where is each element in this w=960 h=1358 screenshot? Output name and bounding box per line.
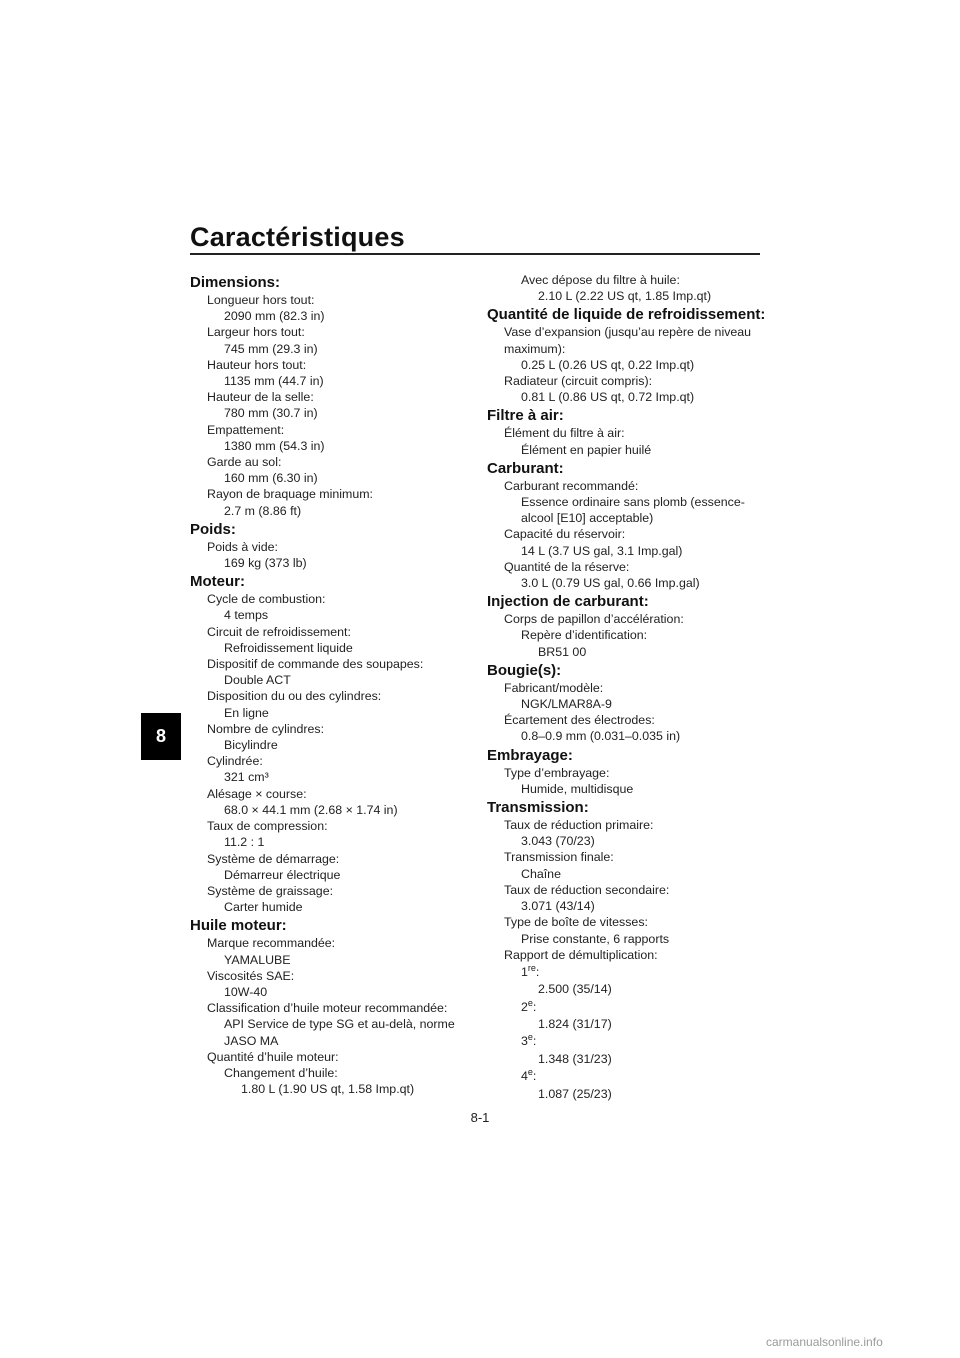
- spec-value: 3.043 (70/23): [521, 834, 595, 849]
- spec-value: 2.7 m (8.86 ft): [224, 503, 302, 518]
- section-title: Injection de carburant:: [487, 593, 649, 611]
- watermark: carmanualsonline.info: [766, 1335, 883, 1349]
- gear-value: 1.348 (31/23): [538, 1051, 612, 1066]
- gear-label: 2e:: [521, 997, 537, 1014]
- spec-label: Écartement des électrodes:: [504, 713, 655, 728]
- spec-value: 4 temps: [224, 608, 269, 623]
- gear-label: 1re:: [521, 962, 540, 979]
- section-title: Poids:: [190, 520, 236, 538]
- spec-value: Essence ordinaire sans plomb (essence-: [521, 495, 745, 510]
- spec-label: Carburant recommandé:: [504, 478, 639, 493]
- spec-label: Hauteur de la selle:: [207, 390, 314, 405]
- section-title: Huile moteur:: [190, 917, 287, 935]
- gear-suffix: re: [527, 962, 536, 973]
- spec-label: Empattement:: [207, 422, 285, 437]
- spec-label: Classification d’huile moteur recommandée:: [207, 1001, 448, 1016]
- section-title: Dimensions:: [190, 274, 281, 291]
- page-title: Caractéristiques: [190, 222, 405, 252]
- section-transmission: [487, 799, 767, 1102]
- spec-label: Marque recommandée:: [207, 936, 336, 951]
- spec-value: 0.25 L (0.26 US qt, 0.22 Imp.qt): [521, 357, 695, 372]
- spec-label: Type de boîte de vitesses:: [504, 915, 648, 930]
- spec-label: Cylindrée:: [207, 754, 263, 769]
- spec-value: BR51 00: [538, 644, 587, 659]
- spec-value: 2090 mm (82.3 in): [224, 309, 325, 324]
- spec-label: Fabricant/modèle:: [504, 680, 604, 695]
- spec-value: NGK/LMAR8A-9: [521, 697, 612, 712]
- spec-value: 3.0 L (0.79 US gal, 0.66 Imp.gal): [521, 576, 700, 591]
- spec-value: Double ACT: [224, 673, 291, 688]
- spec-value: 10W-40: [224, 984, 268, 999]
- gear-number: 3: [521, 1034, 528, 1049]
- section-injection: [487, 593, 767, 660]
- section-title: Carburant:: [487, 459, 564, 477]
- spec-label: Largeur hors tout:: [207, 325, 305, 340]
- spec-value: YAMALUBE: [224, 952, 291, 967]
- spec-label: Viscosités SAE:: [207, 968, 295, 983]
- gear-label: 3e:: [521, 1032, 537, 1049]
- section-carburant: [487, 460, 767, 591]
- spec-label: maximum):: [504, 341, 566, 356]
- spec-value: 68.0 × 44.1 mm (2.68 × 1.74 in): [224, 802, 398, 817]
- gear-suffix: e: [527, 997, 533, 1008]
- spec-value: Carter humide: [224, 900, 303, 915]
- gear-suffix: e: [527, 1032, 533, 1043]
- spec-label: Vase d’expansion (jusqu’au repère de niveau: [504, 325, 752, 340]
- spec-label: Circuit de refroidissement:: [207, 624, 351, 639]
- spec-label: Disposition du ou des cylindres:: [207, 689, 382, 704]
- spec-value: 321 cm³: [224, 770, 269, 785]
- spec-label: Longueur hors tout:: [207, 293, 315, 307]
- spec-label: Système de graissage:: [207, 883, 334, 898]
- gear-label: 4e:: [521, 1067, 537, 1084]
- section-title: Quantité de liquide de refroidissement:: [487, 306, 766, 324]
- spec-label: Avec dépose du filtre à huile:: [521, 273, 680, 287]
- section-moteur: [190, 573, 475, 915]
- spec-value: 2.10 L (2.22 US qt, 1.85 Imp.qt): [538, 289, 712, 304]
- section-title: Embrayage:: [487, 746, 573, 764]
- spec-value: 745 mm (29.3 in): [224, 341, 318, 356]
- spec-label: Élément du filtre à air:: [504, 426, 625, 441]
- right-column: [487, 272, 767, 1102]
- spec-value: Refroidissement liquide: [224, 640, 353, 655]
- spec-value: API Service de type SG et au-delà, norme: [224, 1017, 455, 1032]
- section-refroidissement: [487, 306, 767, 405]
- spec-value: 780 mm (30.7 in): [224, 406, 318, 421]
- spec-value: 0.81 L (0.86 US qt, 0.72 Imp.qt): [521, 390, 695, 405]
- spec-value: Chaîne: [521, 866, 561, 881]
- section-poids: [190, 521, 475, 571]
- spec-value: 169 kg (373 lb): [224, 556, 307, 571]
- spec-label: Taux de réduction secondaire:: [504, 882, 670, 897]
- spec-label: Garde au sol:: [207, 455, 282, 470]
- spec-value: 1380 mm (54.3 in): [224, 438, 325, 453]
- section-embrayage: [487, 747, 767, 797]
- spec-value: 1135 mm (44.7 in): [224, 374, 324, 389]
- spec-label: Poids à vide:: [207, 539, 278, 554]
- section-filtre-air: [487, 407, 767, 457]
- section-title: Filtre à air:: [487, 407, 564, 425]
- spec-label: Nombre de cylindres:: [207, 721, 325, 736]
- spec-value: 11.2 : 1: [224, 835, 265, 850]
- spec-label: Dispositif de commande des soupapes:: [207, 657, 424, 672]
- left-column: [190, 272, 475, 1097]
- spec-label: Système de démarrage:: [207, 851, 340, 866]
- spec-label: Changement d’huile:: [224, 1065, 338, 1080]
- spec-label: Hauteur hors tout:: [207, 357, 307, 372]
- gear-number: 4: [521, 1069, 528, 1084]
- spec-value: Élément en papier huilé: [521, 442, 652, 457]
- gear-suffix: e: [527, 1067, 533, 1078]
- spec-label: Quantité d’huile moteur:: [207, 1049, 339, 1064]
- gear-value: 1.824 (31/17): [538, 1017, 612, 1032]
- spec-label: Taux de réduction primaire:: [504, 818, 654, 833]
- section-dimensions: [190, 274, 475, 519]
- spec-label: Taux de compression:: [207, 819, 328, 834]
- spec-value: Prise constante, 6 rapports: [521, 931, 670, 946]
- chapter-tab: 8: [141, 713, 181, 760]
- spec-value: alcool [E10] acceptable): [521, 511, 654, 526]
- spec-label: Rapport de démultiplication:: [504, 947, 658, 962]
- spec-label: Alésage × course:: [207, 786, 307, 801]
- spec-label: Transmission finale:: [504, 850, 614, 865]
- spec-value: Démarreur électrique: [224, 867, 341, 882]
- spec-value: Bicylindre: [224, 738, 278, 753]
- section-title: Bougie(s):: [487, 661, 562, 679]
- gear-number: 2: [521, 999, 528, 1014]
- spec-value: 14 L (3.7 US gal, 3.1 Imp.gal): [521, 543, 683, 558]
- spec-label: Capacité du réservoir:: [504, 527, 626, 542]
- spec-label: Quantité de la réserve:: [504, 559, 630, 574]
- section-title: Transmission:: [487, 799, 589, 817]
- spec-value: En ligne: [224, 705, 269, 720]
- spec-value: 1.80 L (1.90 US qt, 1.58 Imp.qt): [241, 1082, 415, 1097]
- section-huile-suite: [487, 272, 767, 304]
- spec-value: Humide, multidisque: [521, 781, 634, 796]
- spec-label: Repère d’identification:: [521, 628, 648, 643]
- spec-value: 160 mm (6.30 in): [224, 471, 318, 486]
- gear-value: 1.087 (25/23): [538, 1086, 612, 1101]
- spec-label: Radiateur (circuit compris):: [504, 374, 653, 389]
- spec-label: Type d’embrayage:: [504, 765, 610, 780]
- spec-label: Rayon de braquage minimum:: [207, 487, 373, 502]
- section-bougie: [487, 662, 767, 745]
- spec-value: 0.8–0.9 mm (0.031–0.035 in): [521, 729, 681, 744]
- gear-value: 2.500 (35/14): [538, 982, 612, 997]
- section-title: Moteur:: [190, 573, 245, 591]
- title-divider: [190, 253, 760, 255]
- section-huile-moteur: [190, 917, 475, 1097]
- spec-value: JASO MA: [224, 1033, 279, 1048]
- spec-label: Cycle de combustion:: [207, 592, 326, 607]
- spec-label: Corps de papillon d’accélération:: [504, 612, 684, 627]
- gear-number: 1: [521, 964, 528, 979]
- spec-value: 3.071 (43/14): [521, 899, 595, 914]
- page-number: 8-1: [470, 1110, 490, 1125]
